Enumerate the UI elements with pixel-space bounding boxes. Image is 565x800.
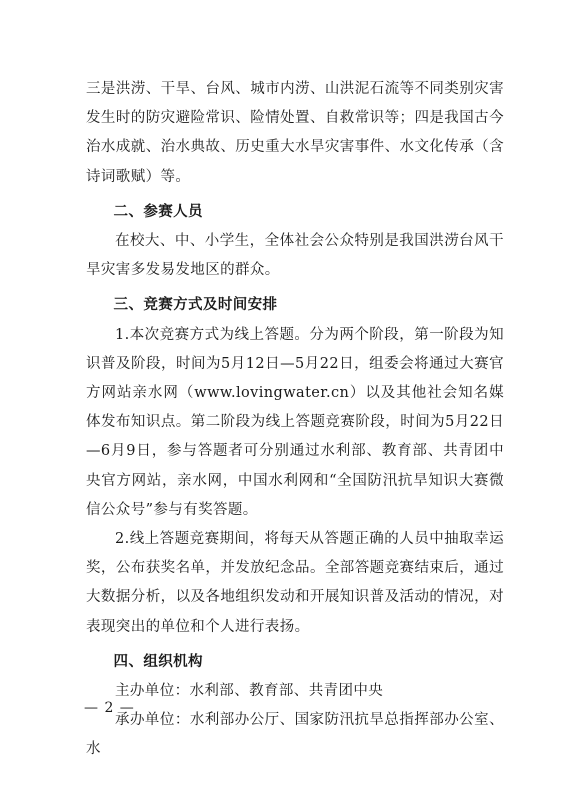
paragraph-organizer-units: 承办单位：水利部办公厅、国家防汛抗旱总指挥部办公室、水 <box>86 712 504 758</box>
paragraph-participants: 在校大、中、小学生，全体社会公众特别是我国洪涝台风干旱灾害多发易发地区的群众。 <box>86 233 504 279</box>
paragraph-format-1: 1.本次竞赛方式为线上答题。分为两个阶段，第一阶段为知识普及阶段，时间为5月12日—5月22日，组委会将通过大赛官方网站亲水网（www.lovingwater.cn）以及其他社会知名媒体发布知识点。第二阶段为线上答题竞赛阶段，时间为5月22日—6月9日，参与答题者可分别通过水利部、教育部、共青团中央官方网站，亲水网，中国水利网和“全国防汛抗旱知识大赛微信公众号”参与有奖答题。 <box>86 326 504 518</box>
page-number: — 2 — <box>84 700 135 716</box>
section-heading-format-schedule: 三、竞赛方式及时间安排 <box>113 297 278 314</box>
section-heading-organization: 四、组织机构 <box>113 653 203 670</box>
paragraph-format-2: 2.线上答题竞赛期间，将每天从答题正确的人员中抽取幸运奖，公布获奖名单，并发放纪念品。全部答题竞赛结束后，通过大数据分析，以及各地组织发动和开展知识普及活动的情况，对表现突出的单位和个人进行表扬。 <box>86 531 504 635</box>
paragraph-host-units: 主办单位：水利部、教育部、共青团中央 <box>115 683 384 700</box>
section-heading-participants: 二、参赛人员 <box>113 203 203 220</box>
paragraph-content-scope: 三是洪涝、干旱、台风、城市内涝、山洪泥石流等不同类别灾害发生时的防灾避险常识、险情处置、自救常识等；四是我国古今治水成就、治水典故、历史重大水旱灾害事件、水文化传承（含诗词歌赋）等。 <box>86 81 504 185</box>
document-body <box>86 75 504 765</box>
